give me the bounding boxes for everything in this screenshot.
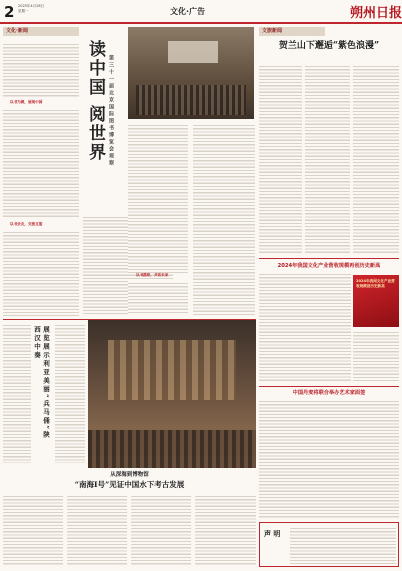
section-title: 文化·广告 <box>170 7 206 16</box>
text-lines <box>305 64 350 254</box>
industry-headline: 2024年我国文化产业营收规模再创历史新高 <box>277 263 381 269</box>
text-lines <box>128 123 188 273</box>
section-tag: 文化·新闻 <box>3 27 79 36</box>
expo-photo <box>128 27 254 119</box>
text-lines <box>3 323 31 463</box>
graphic-text: 2024年我国文化产业营收规模创历史新高 <box>356 279 395 288</box>
museum-vertical-title: 展览展示利亚美丽“兵马俑”陕西汉中奏 <box>33 326 50 440</box>
denmark-headline: 中国丹麦将联合举办艺术家面签 <box>292 390 366 396</box>
shipwreck-display <box>108 340 236 400</box>
date-info <box>18 4 44 14</box>
notice-title: 声 明 <box>264 530 281 538</box>
feature-subtitle: 第三十一届北京国际图书博览会观察 <box>108 55 114 167</box>
visitors <box>88 430 256 468</box>
building-sign <box>168 41 218 63</box>
text-lines <box>353 64 399 254</box>
divider <box>259 258 399 259</box>
travel-tag: 文旅新闻 <box>259 27 325 36</box>
text-lines <box>67 494 127 566</box>
text-lines <box>193 123 255 315</box>
page-number: 2 <box>4 3 15 21</box>
byline-space <box>259 58 399 60</box>
text-lines <box>131 494 191 566</box>
travel-headline: 贺兰山下邂逅“紫色浪漫” <box>278 41 380 51</box>
header-rule <box>0 22 402 24</box>
subhead-1: 以书为媒，展现中国 <box>10 100 43 104</box>
text-lines <box>128 281 188 315</box>
crowd <box>136 85 246 115</box>
divider <box>259 386 399 387</box>
date-line: 2025年4月28日 <box>18 4 45 8</box>
masthead <box>0 0 402 22</box>
text-lines <box>290 526 396 564</box>
museum-photo <box>88 320 256 468</box>
text-lines <box>353 330 399 382</box>
text-lines <box>259 272 351 382</box>
text-lines <box>55 323 85 463</box>
industry-graphic <box>353 275 399 327</box>
text-lines <box>259 399 399 519</box>
text-lines <box>259 64 302 254</box>
weekday-line: 星期一 <box>18 9 29 13</box>
text-lines <box>3 108 79 218</box>
feature-title: 读中国 阅世界 <box>85 40 105 162</box>
subhead-3: 以书搭桥，共话未来 <box>136 273 169 277</box>
text-lines <box>3 494 63 566</box>
subhead-2: 以书会友，交流互鉴 <box>10 222 43 226</box>
text-lines <box>195 494 256 566</box>
paper-logo: 朔州日报 <box>350 6 402 21</box>
text-lines <box>3 42 79 98</box>
museum-kicker: 从深海到博物馆 <box>110 472 149 478</box>
museum-headline: “南海Ⅰ号”见证中国水下考古发展 <box>74 480 185 489</box>
notice-box <box>259 522 399 567</box>
text-lines <box>3 230 79 316</box>
